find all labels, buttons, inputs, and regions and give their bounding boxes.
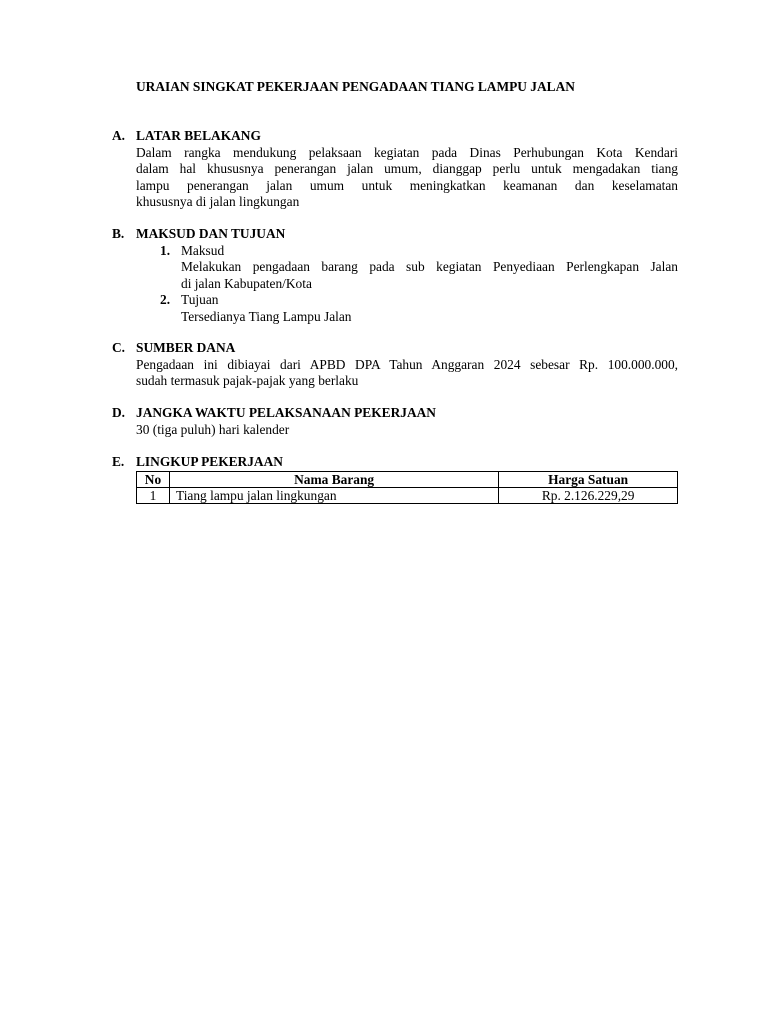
section-maksud-tujuan [112, 226, 678, 325]
section-letter: C. [112, 340, 126, 355]
paragraph-line: khususnya di jalan lingkungan [136, 194, 300, 209]
paragraph-line: 30 (tiga puluh) hari kalender [136, 421, 290, 437]
section-jangka-waktu [112, 405, 678, 438]
document-title: URAIAN SINGKAT PEKERJAAN PENGADAAN TIANG LAMPU JALAN [136, 79, 575, 94]
cell-harga-satuan: Rp. 2.126.229,29 [499, 488, 678, 504]
section-letter: A. [112, 128, 126, 143]
section-latar-belakang [112, 128, 678, 211]
section-letter: E. [112, 454, 125, 469]
section-heading [112, 128, 678, 145]
section-paragraph [136, 145, 678, 211]
list-item-label: Tujuan [181, 292, 219, 307]
header-harga-satuan: Harga Satuan [499, 472, 678, 488]
paragraph-line: lampu penerangan jalan umum untuk meningkatkan keamanan dan keselamatan [136, 177, 678, 193]
scope-table [136, 471, 678, 504]
section-heading [112, 405, 678, 422]
section-title: SUMBER DANA [136, 340, 236, 355]
list-item-label: Maksud [181, 242, 225, 258]
list-item-line: di jalan Kabupaten/Kota [181, 275, 312, 291]
section-title: MAKSUD DAN TUJUAN [136, 226, 286, 241]
section-title: JANGKA WAKTU PELAKSANAAN PEKERJAAN [136, 405, 436, 420]
section-paragraph [136, 422, 678, 439]
list-item-line: Tersedianya Tiang Lampu Jalan [181, 308, 352, 324]
section-lingkup-pekerjaan [112, 454, 678, 471]
list-number: 1. [160, 242, 171, 258]
numbered-list [136, 243, 678, 326]
section-paragraph [136, 357, 678, 390]
section-letter: D. [112, 405, 126, 420]
section-title: LATAR BELAKANG [136, 128, 261, 143]
section-heading [112, 226, 678, 243]
section-heading [112, 454, 678, 471]
paragraph-line: Dalam rangka mendukung pelaksaan kegiatan pada Dinas Perhubungan Kota Kendari [136, 144, 678, 160]
list-item-line: Melakukan pengadaan barang pada sub kegiatan Penyediaan Perlengkapan Jalan [181, 259, 678, 274]
table-row [137, 488, 678, 504]
section-heading [112, 340, 678, 357]
section-title: LINGKUP PEKERJAAN [136, 454, 283, 469]
list-number: 2. [160, 292, 171, 307]
cell-no: 1 [137, 488, 170, 504]
list-item-maksud [136, 243, 678, 293]
cell-nama-barang: Tiang lampu jalan lingkungan [169, 488, 498, 504]
header-no: No [137, 472, 170, 488]
section-letter: B. [112, 226, 125, 241]
paragraph-line: sudah termasuk pajak-pajak yang berlaku [136, 373, 359, 388]
section-sumber-dana [112, 340, 678, 390]
table-header-row [137, 472, 678, 488]
header-nama-barang: Nama Barang [169, 472, 498, 488]
list-item-tujuan [136, 292, 678, 325]
paragraph-line: dalam hal khususnya penerangan jalan umum, dianggap perlu untuk mengadakan tiang [136, 161, 678, 176]
paragraph-line: Pengadaan ini dibiayai dari APBD DPA Tahun Anggaran 2024 sebesar Rp. 100.000.000, [136, 356, 678, 372]
